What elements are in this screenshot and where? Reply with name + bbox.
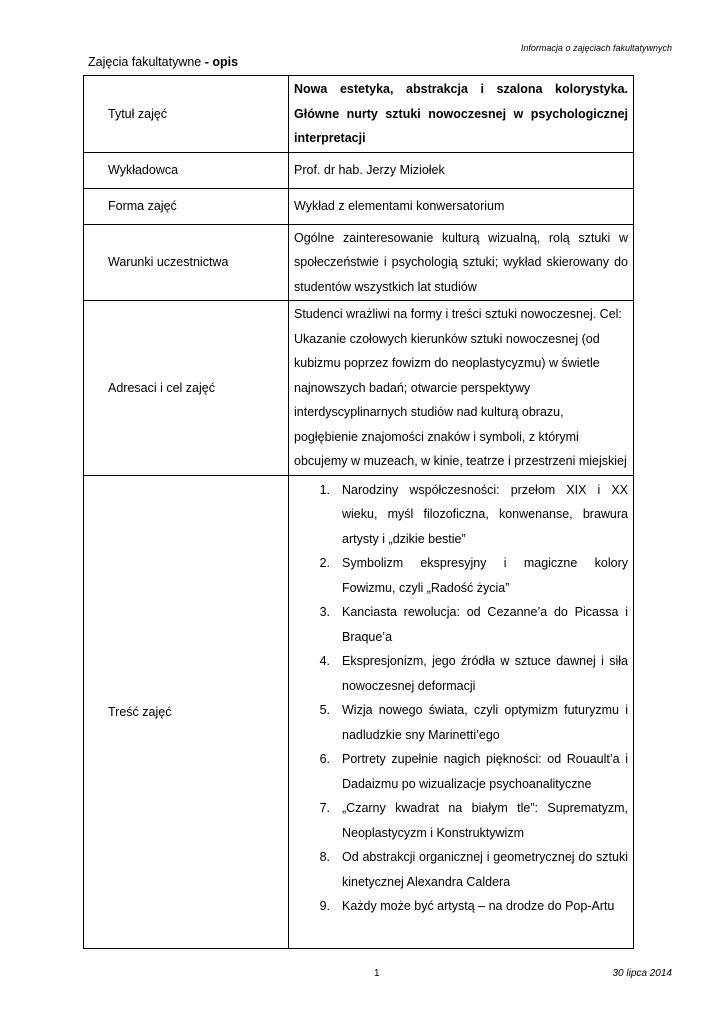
topics-list — [294, 478, 628, 919]
row-value-audience: Studenci wrażliwi na formy i treści sztuki nowoczesnej. Cel: Ukazanie czołowych kierunków sztuki nowoczesnej (od kubizmu poprzez fowizm do neoplastycyzmu) w świetle najnowszych badań; otwarcie perspektywy interdyscyplinarnych studiów nad kulturą obrazu, pogłębienie znajomości znaków i symboli, z którymi obcujemy w muzeach, w kinie, teatrze i przestrzeni miejskiej — [289, 301, 634, 476]
list-item — [294, 649, 628, 698]
list-item-text: Każdy może być artystą – na drodze do Pop-Artu — [342, 899, 615, 913]
table-row — [84, 224, 634, 301]
row-label-audience: Adresaci i cel zajęć — [84, 301, 289, 476]
document-title — [88, 55, 238, 69]
table-row — [84, 188, 634, 224]
row-label-lecturer: Wykładowca — [84, 152, 289, 188]
list-item — [294, 747, 628, 796]
list-item-number: 1. — [319, 482, 330, 497]
header-note: Informacja o zajęciach fakultatywnych — [520, 43, 672, 53]
list-item-number: 7. — [319, 801, 330, 815]
list-item-number: 4. — [319, 654, 330, 668]
footer-date: 30 lipca 2014 — [612, 968, 672, 979]
list-item — [294, 551, 628, 600]
document-title-suffix: - opis — [204, 55, 239, 69]
list-item — [294, 478, 628, 552]
table-row — [84, 475, 634, 948]
row-value-conditions: Ogólne zainteresowanie kulturą wizualną, rolą sztuki w społeczeństwie i psychologią sztuki; wykład skierowany do studentów wszystkich lat studiów — [289, 224, 634, 301]
row-label-conditions: Warunki uczestnictwa — [84, 224, 289, 301]
list-item-number: 5. — [319, 703, 330, 717]
list-item-text: Od abstrakcji organicznej i geometrycznej do sztuki kinetycznej Alexandra Caldera — [342, 850, 628, 889]
list-item-number: 9. — [319, 899, 330, 913]
table-row — [84, 76, 634, 153]
list-item — [294, 698, 628, 747]
list-item-number: 6. — [319, 752, 330, 766]
row-value-title: Nowa estetyka, abstrakcja i szalona kolorystyka. Główne nurty sztuki nowoczesnej w psychologicznej interpretacji — [289, 76, 634, 153]
list-item-text: Narodziny współczesności: przełom XIX i XX wieku, myśl filozoficzna, konwenanse, brawura artysty i „dzikie bestie” — [342, 482, 628, 546]
list-item-text: Wizja nowego świata, czyli optymizm futuryzmu i nadludzkie sny Marinetti’ego — [342, 703, 628, 742]
page-number: 1 — [374, 968, 380, 979]
list-item-text: Symbolizm ekspresyjny i magiczne kolory Fowizmu, czyli „Radość życia” — [342, 556, 628, 595]
table-row — [84, 152, 634, 188]
list-item-text: Ekspresjonizm, jego źródła w sztuce dawnej i siła nowoczesnej deformacji — [342, 654, 628, 693]
list-item-number: 3. — [319, 605, 330, 619]
row-value-lecturer: Prof. dr hab. Jerzy Miziołek — [289, 152, 634, 188]
document-title-main: Zajęcia fakultatywne — [88, 55, 202, 69]
list-item-text: „Czarny kwadrat na białym tle”: Suprematyzm, Neoplastycyzm i Konstruktywizm — [342, 801, 628, 840]
list-item — [294, 845, 628, 894]
row-label-content: Treść zajęć — [84, 475, 289, 948]
list-item-text: Kanciasta rewolucja: od Cezanne’a do Picassa i Braque’a — [342, 605, 628, 644]
row-label-title: Tytuł zajęć — [84, 76, 289, 153]
row-value-form: Wykład z elementami konwersatorium — [289, 188, 634, 224]
list-item-text: Portrety zupełnie nagich piękności: od Rouault’a i Dadaizmu po wizualizacje psychoanalityczne — [342, 752, 628, 791]
row-label-form: Forma zajęć — [84, 188, 289, 224]
row-value-content — [289, 475, 634, 948]
course-description-table — [83, 75, 634, 949]
list-item — [294, 600, 628, 649]
table-row — [84, 301, 634, 476]
list-item-number: 2. — [319, 556, 330, 570]
list-item — [294, 796, 628, 845]
list-item — [294, 894, 628, 919]
list-item-number: 8. — [319, 850, 330, 864]
